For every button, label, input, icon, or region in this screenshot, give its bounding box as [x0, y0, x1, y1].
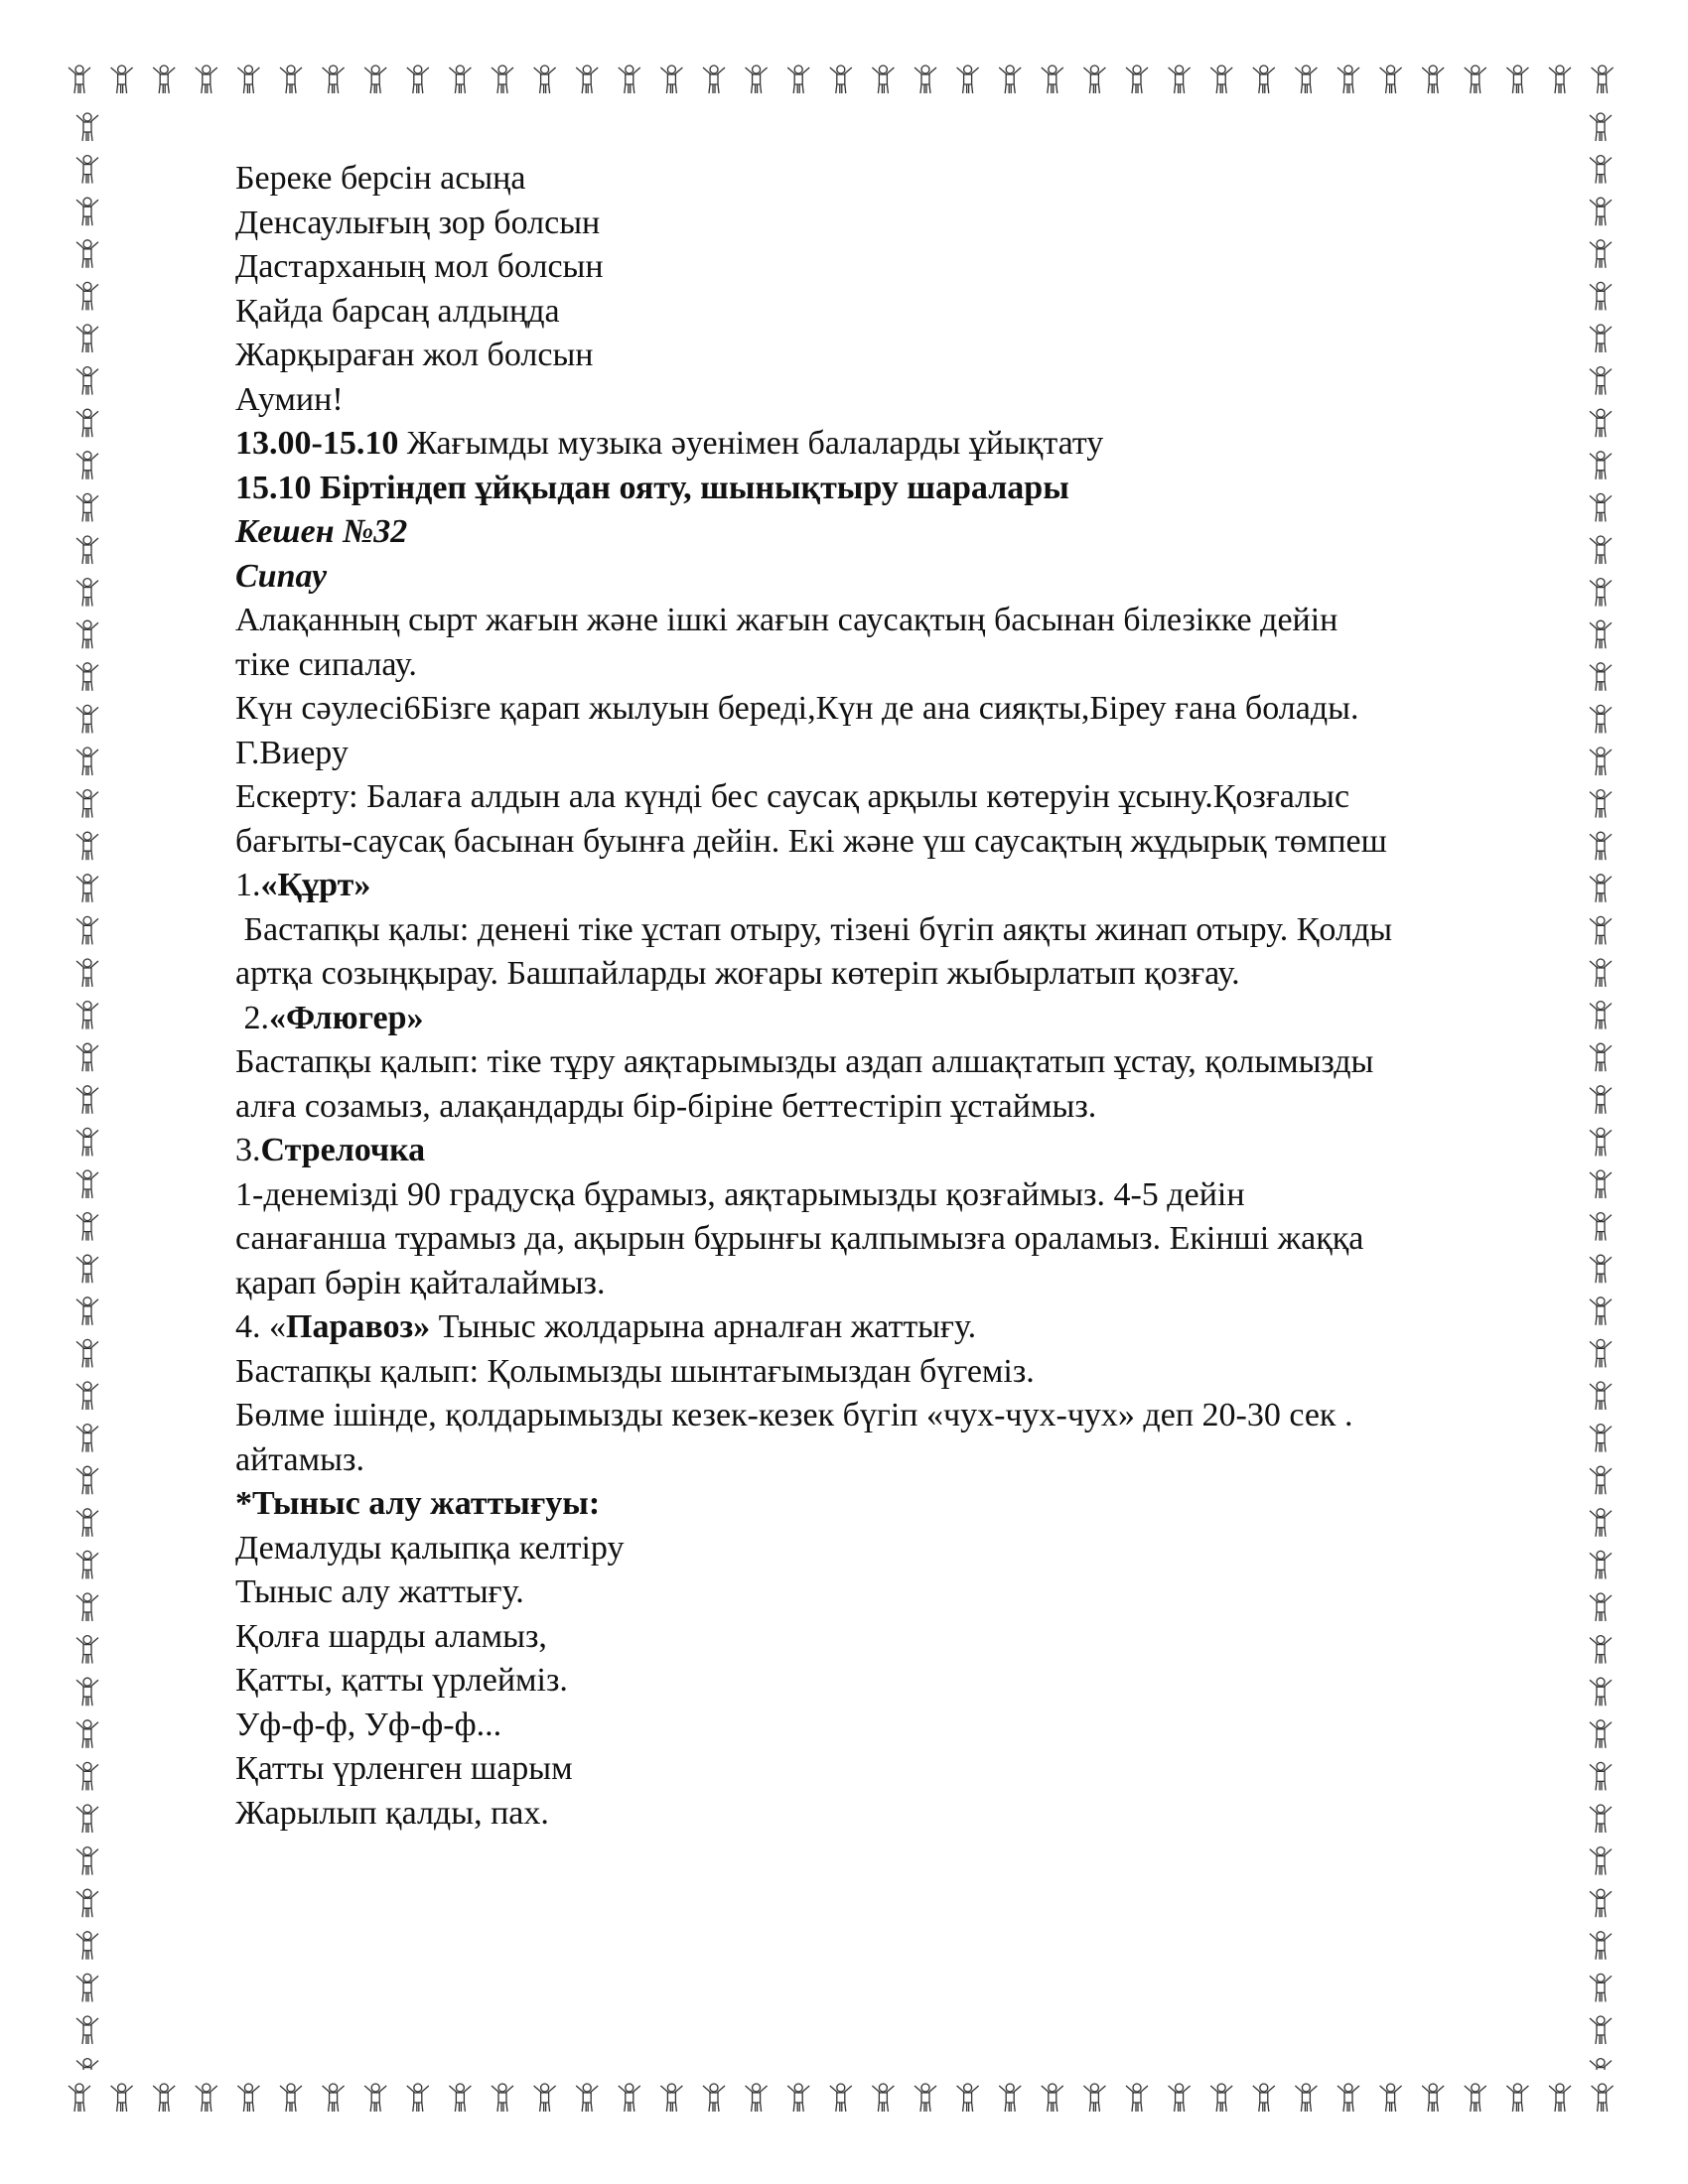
child-figure-icon: [830, 66, 852, 93]
wake-heading: 15.10 Біртіндеп ұйқыдан ояту, шынықтыру шаралары: [235, 469, 1069, 506]
prayer-line: Қайда барсаң алдыңда: [235, 292, 560, 330]
child-figure-icon: [1590, 1425, 1612, 1452]
child-figure-icon: [111, 66, 133, 93]
child-figure-icon: [111, 2084, 133, 2112]
child-figure-icon: [1465, 66, 1486, 93]
exercise-number: 1.: [235, 867, 261, 903]
child-figure-icon: [1253, 2084, 1275, 2112]
child-figure-icon: [1590, 620, 1612, 648]
child-figure-icon: [76, 748, 98, 775]
child-figure-icon: [1590, 282, 1612, 310]
child-figure-icon: [76, 1466, 98, 1494]
child-figure-icon: [1126, 66, 1148, 93]
child-figure-icon: [1590, 1509, 1612, 1537]
child-figure-icon: [492, 66, 513, 93]
child-figure-icon: [76, 1170, 98, 1198]
child-figure-icon: [449, 2084, 471, 2112]
child-figure-icon: [872, 66, 894, 93]
breathing-line: Тыныс алу жаттығу.: [235, 1573, 524, 1610]
child-figure-icon: [76, 325, 98, 352]
child-figure-icon: [1083, 2084, 1105, 2112]
child-figure-icon: [76, 1382, 98, 1410]
child-figure-icon: [76, 916, 98, 944]
exercise-3-heading: [235, 1129, 1586, 1173]
child-figure-icon: [1592, 2084, 1614, 2112]
child-figure-icon: [69, 2084, 90, 2112]
child-figure-icon: [76, 832, 98, 860]
child-figure-icon: [196, 66, 217, 93]
child-figure-icon: [76, 240, 98, 268]
child-figure-icon: [619, 2084, 640, 2112]
exercise-name: «Құрт»: [260, 867, 371, 903]
page-border-top: [60, 52, 1628, 107]
child-figure-icon: [1126, 2084, 1148, 2112]
child-figure-icon: [76, 579, 98, 607]
complex-subtitle: Сипау: [235, 557, 328, 595]
exercise-1-text: Бастапқы қалы: денені тіке ұстап отыру, тізені бүгіп аяқты жинап отыру. Қолды: [235, 910, 1393, 948]
child-figure-icon: [1590, 1805, 1612, 1833]
exercise-4-heading: [235, 1305, 1586, 1350]
child-figure-icon: [1590, 748, 1612, 775]
child-figure-icon: [364, 66, 386, 93]
prayer-block: [235, 157, 1586, 422]
child-figure-icon: [1295, 2084, 1317, 2112]
child-figure-icon: [999, 66, 1021, 93]
exercise-name: Стрелочка: [260, 1132, 426, 1168]
child-figure-icon: [76, 875, 98, 902]
child-figure-icon: [76, 1932, 98, 1960]
poem-author: Г.Виеру: [235, 734, 349, 771]
child-figure-icon: [1549, 2084, 1571, 2112]
child-figure-icon: [1590, 1170, 1612, 1198]
nap-schedule-line: [235, 422, 1586, 467]
breathing-line: Қатты, қатты үрлейміз.: [235, 1662, 568, 1699]
prayer-line: Жарқыраған жол болсын: [235, 337, 594, 373]
child-figure-icon: [407, 66, 429, 93]
exercise-1-heading: [235, 864, 1586, 908]
child-figure-icon: [1169, 66, 1191, 93]
child-figure-icon: [1590, 875, 1612, 902]
child-figure-icon: [69, 66, 90, 93]
child-figure-icon: [76, 959, 98, 987]
child-figure-icon: [76, 790, 98, 818]
child-figure-icon: [1590, 1002, 1612, 1029]
child-figure-icon: [1422, 2084, 1444, 2112]
child-figure-icon: [872, 2084, 894, 2112]
child-figure-icon: [914, 66, 936, 93]
child-figure-icon: [703, 2084, 725, 2112]
page-border-left: [60, 107, 115, 2070]
child-figure-icon: [1590, 663, 1612, 691]
exercise-desc: Тыныс жолдарына арналған жаттығу.: [430, 1308, 977, 1345]
child-figure-icon: [1590, 493, 1612, 521]
child-figure-icon: [534, 66, 556, 93]
child-figure-icon: [153, 66, 175, 93]
child-figure-icon: [1337, 66, 1359, 93]
nap-text: Жағымды музыка әуенімен балаларды ұйықтату: [398, 425, 1104, 462]
child-figure-icon: [1549, 66, 1571, 93]
child-figure-icon: [1590, 790, 1612, 818]
exercise-1-text: артқа созыңқырау. Башпайларды жоғары көтеріп жыбырлатып қозғау.: [235, 955, 1240, 992]
child-figure-icon: [957, 66, 979, 93]
child-figure-icon: [1590, 1551, 1612, 1578]
child-figure-icon: [1295, 66, 1317, 93]
child-figure-icon: [1590, 1339, 1612, 1367]
child-figure-icon: [1590, 240, 1612, 268]
child-figure-icon: [323, 2084, 345, 2112]
child-figure-icon: [237, 2084, 259, 2112]
prayer-line: Дастарханың мол болсын: [235, 248, 604, 285]
child-figure-icon: [746, 66, 768, 93]
child-figure-icon: [76, 1086, 98, 1114]
child-figure-icon: [76, 1974, 98, 2001]
exercise-2-text: Бастапқы қалып: тіке тұру аяқтарымызды аздап алшақтатып ұстау, қолымызды: [235, 1043, 1374, 1080]
child-figure-icon: [323, 66, 345, 93]
child-figure-icon: [1590, 367, 1612, 395]
breathing-poem: [235, 1527, 1586, 1837]
child-figure-icon: [280, 66, 302, 93]
child-figure-icon: [660, 66, 682, 93]
child-figure-icon: [76, 1509, 98, 1537]
child-figure-icon: [1253, 66, 1275, 93]
child-figure-icon: [1042, 2084, 1063, 2112]
massage-text: тіке сипалау.: [235, 645, 417, 683]
child-figure-icon: [1210, 2084, 1232, 2112]
complex-title: Кешен №32: [235, 513, 408, 550]
child-figure-icon: [703, 66, 725, 93]
note-text: бағыты-саусақ басынан буынға дейін. Екі және үш саусақтың жұдырық төмпеш: [235, 822, 1387, 860]
child-figure-icon: [76, 1425, 98, 1452]
breathing-heading: *Тыныс алу жаттығуы:: [235, 1485, 601, 1522]
child-figure-icon: [1380, 66, 1402, 93]
child-figure-icon: [76, 452, 98, 479]
exercise-4-text: Бастапқы қалып: Қолымызды шынтағымыздан бүгеміз.: [235, 1352, 1035, 1390]
child-figure-icon: [76, 113, 98, 141]
child-figure-icon: [914, 2084, 936, 2112]
child-figure-icon: [76, 1213, 98, 1241]
exercise-2-text: алға созамыз, алақандарды бір-біріне беттестіріп ұстаймыз.: [235, 1087, 1097, 1125]
page-border-bottom: [60, 2070, 1628, 2125]
child-figure-icon: [830, 2084, 852, 2112]
child-figure-icon: [1590, 409, 1612, 437]
child-figure-icon: [76, 620, 98, 648]
child-figure-icon: [1590, 536, 1612, 564]
child-figure-icon: [1590, 1847, 1612, 1875]
child-figure-icon: [1590, 1043, 1612, 1071]
child-figure-icon: [153, 2084, 175, 2112]
note-text: Ескерту: Балаға алдын ала күнді бес саусақ арқылы көтеруін ұсыну.Қозғалыс: [235, 778, 1350, 815]
child-figure-icon: [76, 663, 98, 691]
child-figure-icon: [1337, 2084, 1359, 2112]
child-figure-icon: [1590, 1678, 1612, 1706]
child-figure-icon: [1592, 66, 1614, 93]
child-figure-icon: [1590, 1466, 1612, 1494]
child-figure-icon: [76, 536, 98, 564]
exercise-4-text: Бөлме ішінде, қолдарымызды кезек-кезек бүгіп «чух-чух-чух» деп 20-30 сек .: [235, 1397, 1353, 1433]
child-figure-icon: [1422, 66, 1444, 93]
child-figure-icon: [76, 2059, 98, 2070]
child-figure-icon: [76, 1255, 98, 1283]
exercise-3-text: 1-денемізді 90 градусқа бұрамыз, аяқтарымызды қозғаймыз. 4-5 дейін: [235, 1175, 1245, 1213]
child-figure-icon: [660, 2084, 682, 2112]
child-figure-icon: [280, 2084, 302, 2112]
child-figure-icon: [1590, 452, 1612, 479]
child-figure-icon: [1590, 1297, 1612, 1325]
child-figure-icon: [76, 1128, 98, 1156]
poem-line: Күн сәулесі6Бізге қарап жылуын береді,Күн де ана сияқты,Біреу ғана болады.: [235, 690, 1359, 727]
exercise-number: 2.: [235, 999, 269, 1036]
child-figure-icon: [576, 2084, 598, 2112]
child-figure-icon: [196, 2084, 217, 2112]
child-figure-icon: [1210, 66, 1232, 93]
massage-text: Алақанның сырт жағын және ішкі жағын саусақтың басынан білезікке дейін: [235, 602, 1338, 638]
child-figure-icon: [1169, 2084, 1191, 2112]
child-figure-icon: [1590, 1720, 1612, 1748]
child-figure-icon: [534, 2084, 556, 2112]
child-figure-icon: [1590, 1889, 1612, 1917]
child-figure-icon: [787, 66, 809, 93]
nap-time: 13.00-15.10: [235, 425, 399, 462]
exercise-2-heading: [235, 997, 1586, 1041]
child-figure-icon: [76, 409, 98, 437]
breathing-line: Қолға шарды аламыз,: [235, 1617, 547, 1655]
child-figure-icon: [76, 367, 98, 395]
child-figure-icon: [492, 2084, 513, 2112]
exercise-name: «Флюгер»: [269, 999, 424, 1036]
child-figure-icon: [1590, 579, 1612, 607]
child-figure-icon: [1042, 66, 1063, 93]
child-figure-icon: [1590, 832, 1612, 860]
child-figure-icon: [957, 2084, 979, 2112]
child-figure-icon: [76, 282, 98, 310]
child-figure-icon: [76, 2016, 98, 2044]
child-figure-icon: [76, 1593, 98, 1621]
child-figure-icon: [1590, 1128, 1612, 1156]
child-figure-icon: [1590, 1255, 1612, 1283]
exercise-4-text: айтамыз.: [235, 1440, 364, 1478]
child-figure-icon: [76, 1889, 98, 1917]
child-figure-icon: [1590, 1213, 1612, 1241]
prayer-line: Аумин!: [235, 380, 344, 418]
child-figure-icon: [364, 2084, 386, 2112]
prayer-line: Береке берсін асыңа: [235, 160, 526, 197]
child-figure-icon: [76, 1043, 98, 1071]
breathing-line: Қатты үрленген шарым: [235, 1750, 573, 1787]
child-figure-icon: [76, 198, 98, 225]
child-figure-icon: [1506, 2084, 1528, 2112]
child-figure-icon: [1590, 1382, 1612, 1410]
child-figure-icon: [1590, 1636, 1612, 1664]
child-figure-icon: [787, 2084, 809, 2112]
breathing-line: Жарылып қалды, пах.: [235, 1794, 549, 1832]
child-figure-icon: [1590, 1932, 1612, 1960]
child-figure-icon: [76, 1847, 98, 1875]
child-figure-icon: [76, 1762, 98, 1790]
child-figure-icon: [1590, 1086, 1612, 1114]
document-body: [235, 157, 1586, 1836]
child-figure-icon: [1590, 198, 1612, 225]
child-figure-icon: [76, 1339, 98, 1367]
child-figure-icon: [76, 1297, 98, 1325]
child-figure-icon: [999, 2084, 1021, 2112]
child-figure-icon: [1590, 1974, 1612, 2001]
child-figure-icon: [76, 1720, 98, 1748]
child-figure-icon: [1590, 113, 1612, 141]
child-figure-icon: [76, 493, 98, 521]
child-figure-icon: [76, 156, 98, 184]
child-figure-icon: [1465, 2084, 1486, 2112]
exercise-3-text: қарап бәрін қайталаймыз.: [235, 1264, 606, 1301]
breathing-line: Уф-ф-ф, Уф-ф-ф...: [235, 1706, 502, 1743]
child-figure-icon: [76, 1805, 98, 1833]
child-figure-icon: [1083, 66, 1105, 93]
child-figure-icon: [1380, 2084, 1402, 2112]
child-figure-icon: [746, 2084, 768, 2112]
child-figure-icon: [76, 1551, 98, 1578]
prayer-line: Денсаулығың зор болсын: [235, 204, 601, 241]
child-figure-icon: [76, 705, 98, 733]
child-figure-icon: [76, 1678, 98, 1706]
exercise-number: 4. «: [235, 1308, 286, 1345]
exercise-name: Паравоз»: [286, 1308, 431, 1345]
child-figure-icon: [1590, 2059, 1612, 2070]
child-figure-icon: [237, 66, 259, 93]
child-figure-icon: [76, 1002, 98, 1029]
child-figure-icon: [449, 66, 471, 93]
child-figure-icon: [1590, 1593, 1612, 1621]
exercise-number: 3.: [235, 1132, 261, 1168]
exercise-3-text: санағанша тұрамыз да, ақырын бұрынғы қалпымызға ораламыз. Екінші жаққа: [235, 1220, 1364, 1257]
child-figure-icon: [619, 66, 640, 93]
child-figure-icon: [1506, 66, 1528, 93]
child-figure-icon: [76, 1636, 98, 1664]
child-figure-icon: [1590, 705, 1612, 733]
child-figure-icon: [1590, 156, 1612, 184]
child-figure-icon: [1590, 325, 1612, 352]
child-figure-icon: [1590, 1762, 1612, 1790]
child-figure-icon: [576, 66, 598, 93]
child-figure-icon: [1590, 959, 1612, 987]
child-figure-icon: [407, 2084, 429, 2112]
child-figure-icon: [1590, 2016, 1612, 2044]
child-figure-icon: [1590, 916, 1612, 944]
breathing-line: Демалуды қалыпқа келтіру: [235, 1529, 625, 1567]
